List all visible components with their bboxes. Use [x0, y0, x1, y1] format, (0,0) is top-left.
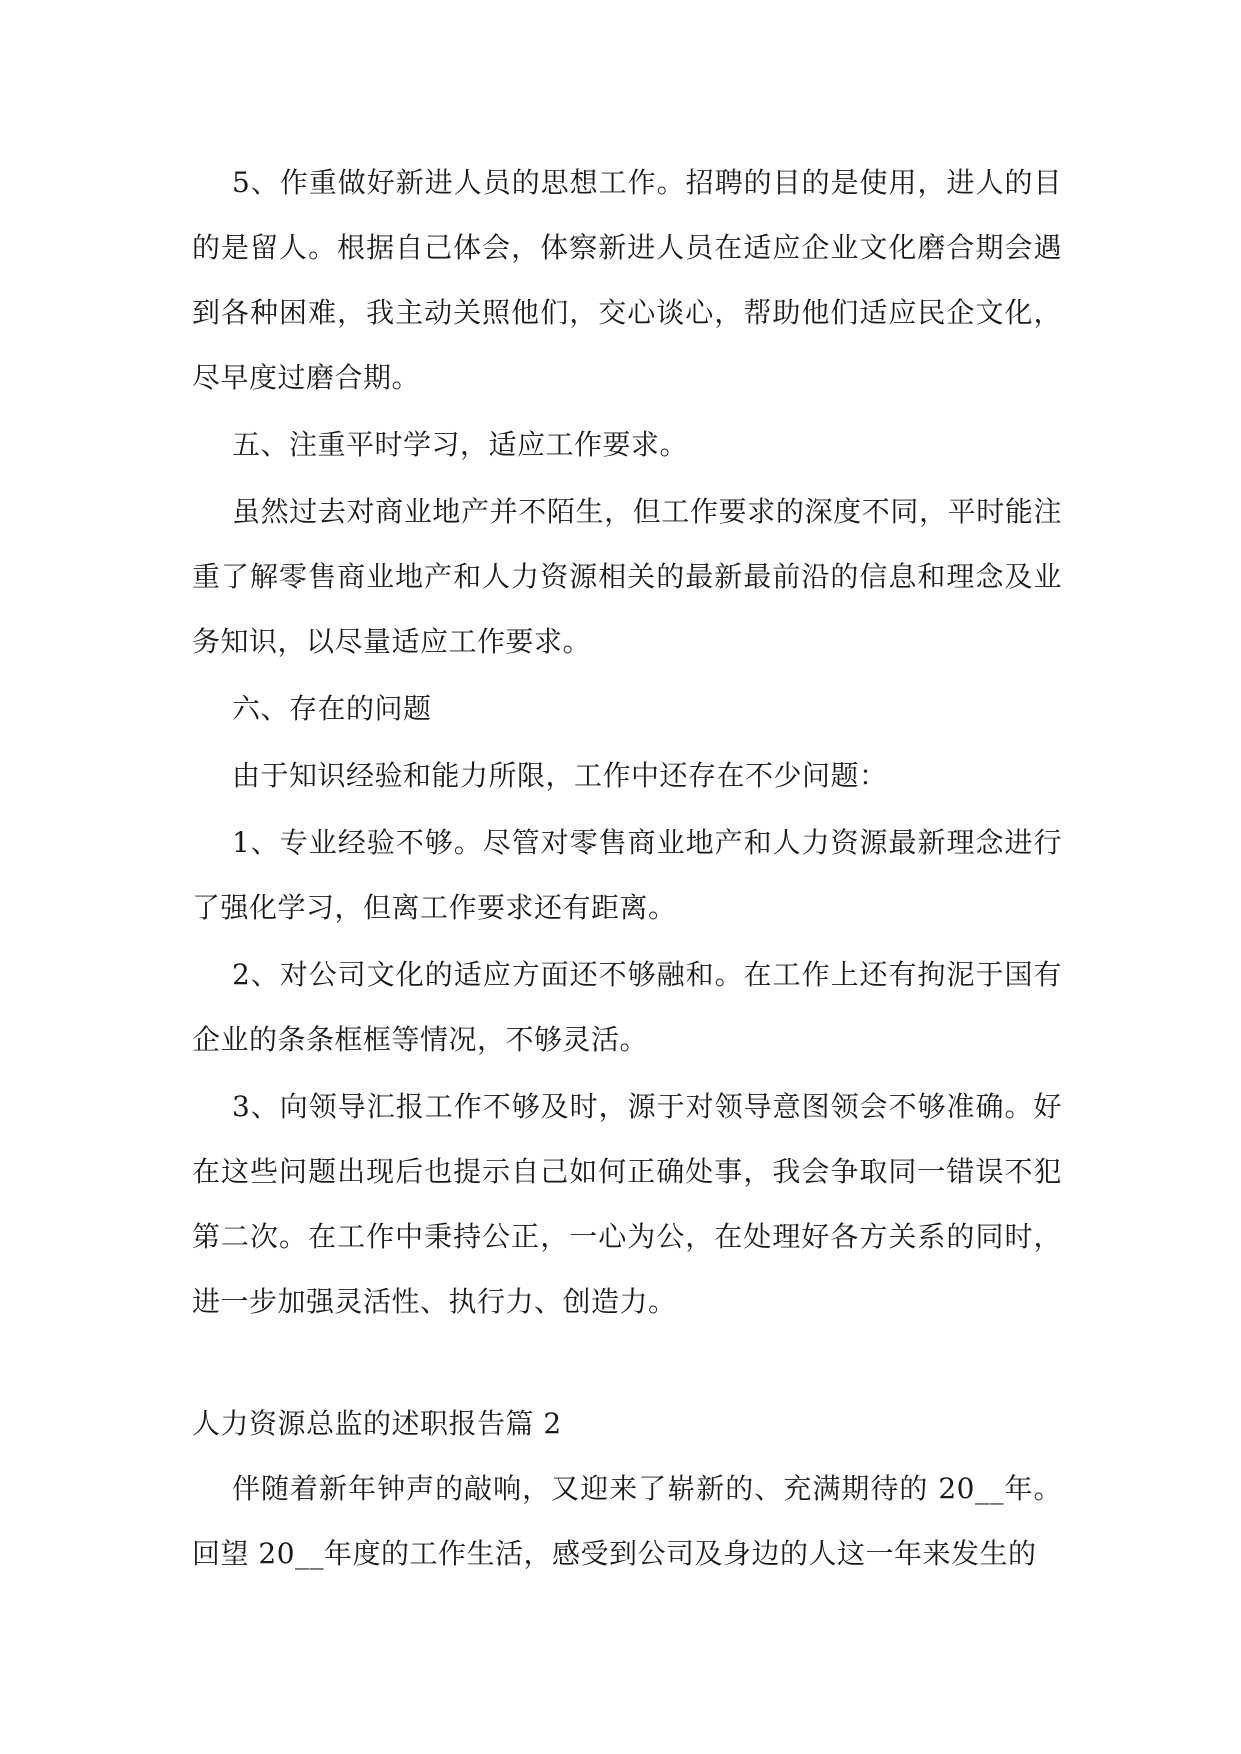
problem-item-1: 1、专业经验不够。尽管对零售商业地产和人力资源最新理念进行了强化学习，但离工作要求还有距离。 [192, 826, 1062, 924]
section-spacer [192, 1336, 1062, 1391]
problem-item-3: 3、向领导汇报工作不够及时，源于对领导意图领会不够准确。好在这些问题出现后也提示自己如何正确处事，我会争取同一错误不犯第二次。在工作中秉持公正，一心为公，在处理好各方关系的同时，进一步加强灵活性、执行力、创造力。 [192, 1090, 1062, 1318]
paragraph-new-year: 伴随着新年钟声的敲响，又迎来了崭新的、充满期待的 20__年。回望 20__年度的工作生活，感受到公司及身边的人这一年来发生的 [192, 1472, 1062, 1570]
section-heading: 人力资源总监的述职报告篇 2 [192, 1407, 562, 1440]
problem-item-2: 2、对公司文化的适应方面还不够融和。在工作上还有拘泥于国有企业的条条框框等情况，不够灵活。 [192, 958, 1062, 1056]
section-five-title: 五、注重平时学习，适应工作要求。 [232, 428, 689, 461]
document-page [192, 150, 1062, 1588]
paragraph-item-5: 5、作重做好新进人员的思想工作。招聘的目的是使用，进人的目的是留人。根据自己体会，体察新进人员在适应企业文化磨合期会遇到各种困难，我主动关照他们，交心谈心，帮助他们适应民企文化，尽早度过磨合期。 [192, 166, 1062, 394]
section-six-title: 六、存在的问题 [232, 692, 432, 725]
paragraph-learning: 虽然过去对商业地产并不陌生，但工作要求的深度不同，平时能注重了解零售商业地产和人力资源相关的最新最前沿的信息和理念及业务知识，以尽量适应工作要求。 [192, 495, 1062, 658]
paragraph-problems-intro: 由于知识经验和能力所限，工作中还存在不少问题： [232, 759, 888, 792]
